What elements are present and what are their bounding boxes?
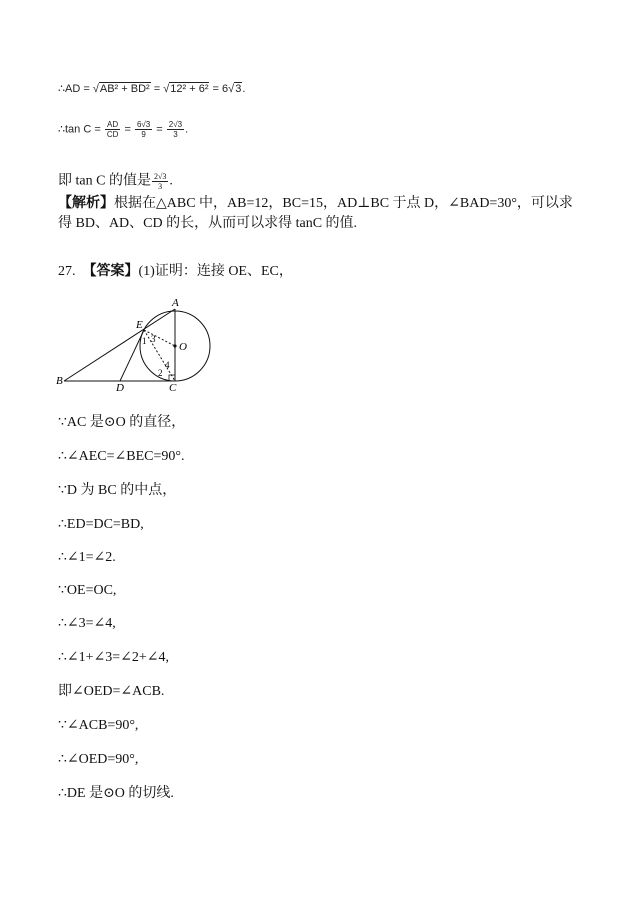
fraction-2sqrt3-3 <box>167 120 184 139</box>
proof-line: ∵D 为 BC 的中点， <box>58 483 177 498</box>
fraction-denominator: 3 <box>173 130 178 139</box>
label-angle-2: 2 <box>158 368 163 378</box>
eq-ad-prefix: ∴AD = √ <box>58 83 99 95</box>
eq-tan-tail: . <box>185 123 189 136</box>
segment-de <box>120 330 144 381</box>
fraction-denominator: 9 <box>141 130 146 139</box>
eq-ad-radicand-1: AB² + BD² <box>99 83 150 95</box>
label-angle-1: 1 <box>142 336 147 346</box>
proof-line: ∵OE=OC, <box>58 583 117 598</box>
answer-tag: 【答案】 <box>82 264 139 279</box>
proof-line: 即∠OED=∠ACB. <box>58 684 165 699</box>
fraction-denominator: 3 <box>158 182 163 191</box>
label-b: B <box>56 375 63 387</box>
fraction-6sqrt3-9 <box>135 120 152 139</box>
fraction-denominator: CD <box>106 130 119 139</box>
proof-line: ∵∠ACB=90°, <box>58 718 139 733</box>
analysis-paragraph <box>58 194 578 234</box>
eq-ad-radicand-2: 12² + 6² <box>170 83 209 95</box>
equation-ad <box>58 80 245 98</box>
label-o: O <box>179 341 187 353</box>
eq-tan-equals-1: = <box>121 123 134 136</box>
eq-tan-equals-2: = <box>153 123 166 136</box>
question-text: (1)证明：连接 OE、EC， <box>138 264 293 279</box>
tan-value-tail: . <box>169 173 173 189</box>
label-e: E <box>136 319 143 331</box>
question-27-heading <box>58 263 293 281</box>
label-angle-3: 3 <box>151 334 156 344</box>
eq-ad-result-radicand: 3 <box>235 83 242 95</box>
tan-value-line <box>58 172 173 191</box>
geometry-figure <box>52 292 222 392</box>
fraction-numerator: AD <box>105 120 121 130</box>
label-angle-4: 4 <box>165 360 170 370</box>
question-number: 27. <box>58 264 76 279</box>
proof-line: ∴∠1=∠2. <box>58 550 116 565</box>
eq-ad-mid: = √ <box>150 83 170 95</box>
proof-line: ∴ED=DC=BD, <box>58 517 144 532</box>
fraction-tan-value <box>152 172 168 191</box>
proof-line: ∴∠3=∠4, <box>58 616 116 631</box>
proof-line: ∴∠1+∠3=∠2+∠4, <box>58 650 170 665</box>
fraction-ad-cd <box>105 120 121 139</box>
proof-line: ∴DE 是⊙O 的切线. <box>58 786 174 801</box>
fraction-numerator: 6√3 <box>136 120 151 129</box>
label-c: C <box>169 382 177 392</box>
label-d: D <box>116 382 124 392</box>
analysis-text: 根据在△ABC 中，AB=12，BC=15，AD⊥BC 于点 D，∠BAD=30°，可以求得 BD、AD、CD 的长，从而可以求得 tanC 的值. <box>58 196 573 231</box>
fraction-numerator: 2√3 <box>168 120 183 129</box>
label-a: A <box>172 297 179 309</box>
proof-line: ∴∠OED=90°, <box>58 752 139 767</box>
eq-ad-result-prefix: = 6√ <box>209 83 235 95</box>
fraction-numerator: 2√3 <box>153 172 167 181</box>
eq-tan-prefix: ∴tan C = <box>58 123 104 136</box>
analysis-tag: 【解析】 <box>58 196 114 211</box>
proof-line: ∵AC 是⊙O 的直径， <box>58 415 186 430</box>
eq-ad-tail: . <box>242 83 246 95</box>
center-point-o <box>173 344 176 347</box>
proof-line: ∴∠AEC=∠BEC=90°. <box>58 449 185 464</box>
equation-tan-c <box>58 120 188 139</box>
tan-value-prefix: 即 tan C 的值是 <box>58 173 151 189</box>
